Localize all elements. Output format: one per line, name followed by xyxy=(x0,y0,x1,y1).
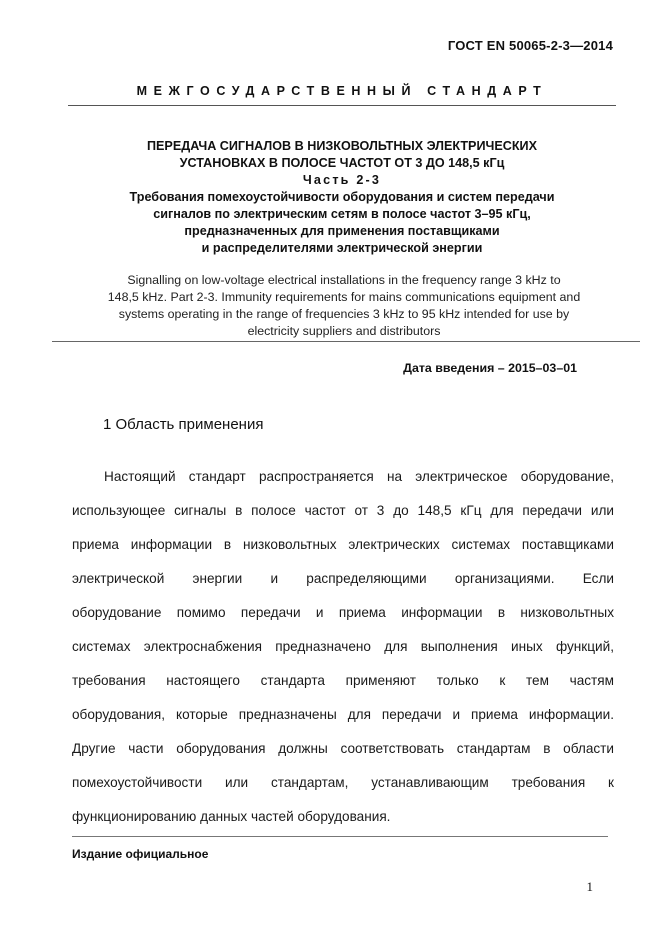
paragraph-line: требования настоящего стандарта применяют только к тем частям xyxy=(72,673,614,688)
english-title-line: 148,5 kHz. Part 2-3. Immunity requirements for mains communications equipment and xyxy=(107,290,581,304)
paragraph-line: использующее сигналы в полосе частот от 3 до 148,5 кГц для передачи или xyxy=(72,503,614,518)
subtitle-line: сигналов по электрическим сетям в полосе частот 3–95 кГц, xyxy=(153,207,531,221)
official-edition-label: Издание официальное xyxy=(72,847,209,861)
subtitle-line: и распределителями электрической энергии xyxy=(201,241,483,255)
english-title-line: Signalling on low-voltage electrical installations in the frequency range 3 kHz to xyxy=(127,273,561,287)
page-number: 1 xyxy=(586,879,593,894)
paragraph-line: функционированию данных частей оборудования. xyxy=(72,809,391,824)
russian-title-block xyxy=(68,138,616,257)
title-divider xyxy=(52,341,640,342)
paragraph-line: электрической энергии и распределяющими организациями. Если xyxy=(72,571,614,586)
subtitle-line: Требования помехоустойчивости оборудования и систем передачи xyxy=(129,190,555,204)
section-heading: 1 Область применения xyxy=(103,416,264,433)
scope-paragraph xyxy=(72,466,614,840)
paragraph-line: оборудования, которые предназначены для передачи и приема информации. xyxy=(72,707,614,722)
footer-divider xyxy=(72,836,608,837)
part-label: Часть 2-3 xyxy=(302,173,382,187)
introduction-date: Дата введения – 2015–03–01 xyxy=(403,361,577,375)
paragraph-line: Настоящий стандарт распространяется на электрическое оборудование, xyxy=(104,469,614,484)
paragraph-line: помехоустойчивости или стандартам, устанавливающим требования к xyxy=(72,775,614,790)
english-title-line: electricity suppliers and distributors xyxy=(247,324,441,338)
subtitle-line: предназначенных для применения поставщиками xyxy=(184,224,500,238)
paragraph-line: оборудование помимо передачи и приема информации в низковольтных xyxy=(72,605,614,620)
english-title-line: systems operating in the range of frequencies 3 kHz to 95 kHz intended for use by xyxy=(118,307,570,321)
header-divider xyxy=(68,105,616,106)
paragraph-line: Другие части оборудования должны соответствовать стандартам в области xyxy=(72,741,614,756)
standard-type-heading: МЕЖГОСУДАРСТВЕННЫЙ СТАНДАРТ xyxy=(136,84,548,98)
english-title-block xyxy=(72,272,616,340)
title-line: УСТАНОВКАХ В ПОЛОСЕ ЧАСТОТ ОТ 3 ДО 148,5 кГц xyxy=(179,156,505,170)
document-code: ГОСТ EN 50065-2-3—2014 xyxy=(447,38,613,53)
paragraph-line: системах электроснабжения предназначено для выполнения иных функций, xyxy=(72,639,614,654)
title-line: ПЕРЕДАЧА СИГНАЛОВ В НИЗКОВОЛЬТНЫХ ЭЛЕКТРИЧЕСКИХ xyxy=(146,139,537,153)
paragraph-line: приема информации в низковольтных электрических системах поставщиками xyxy=(72,537,614,552)
